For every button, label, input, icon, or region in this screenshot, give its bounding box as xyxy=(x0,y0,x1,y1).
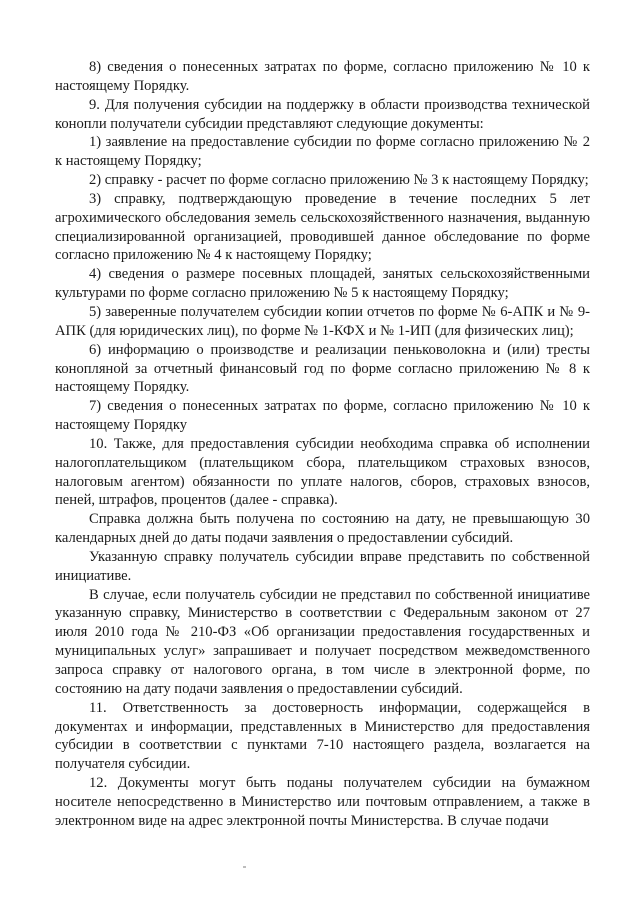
scan-speck xyxy=(243,866,246,868)
paragraph-certificate-date: Справка должна быть получена по состоянию на дату, не превышающую 30 календарных дней до даты подачи заявления о предоставлении субсидий. xyxy=(55,511,590,547)
document-body xyxy=(55,58,590,831)
paragraph-item-4-sowing-areas: 4) сведения о размере посевных площадей, занятых сельскохозяйственными культурами по форме согласно приложению № 5 к настоящему Порядку; xyxy=(55,266,590,302)
paragraph-item-5-reports: 5) заверенные получателем субсидии копии отчетов по форме № 6-АПК и № 9-АПК (для юридических лиц), по форме № 1-КФХ и № 1-ИП (для физических лиц); xyxy=(55,303,590,339)
paragraph-item-1-application: 1) заявление на предоставление субсидии по форме согласно приложению № 2 к настоящему Порядку; xyxy=(55,134,590,170)
paragraph-item-8-costs: 8) сведения о понесенных затратах по форме, согласно приложению № 10 к настоящему Порядку. xyxy=(55,59,590,94)
paragraph-clause-10: 10. Также, для предоставления субсидии необходима справка об исполнении налогоплательщиком (плательщиком сбора, плательщиком страховых взносов, налоговым агентом) обязанности по уплате налогов, сборов, страховых взносов, пеней, штрафов, процентов (далее - справка). xyxy=(55,435,590,509)
paragraph-item-6-production: 6) информацию о производстве и реализации пеньковолокна и (или) тресты конопляной за отчетный финансовый год по форме согласно приложению № 8 к настоящему Порядку. xyxy=(55,341,590,396)
paragraph-item-3-agrochemical: 3) справку, подтверждающую проведение в течение последних 5 лет агрохимического обследования земель сельскохозяйственного назначения, выданную специализированной организацией, проводившей данное обследование по форме согласно приложению № 4 к настоящему Порядку; xyxy=(55,190,590,264)
paragraph-clause-12: 12. Документы могут быть поданы получателем субсидии на бумажном носителе непосредственно в Министерство или почтовым отправлением, а также в электронном виде на адрес электронной почты Министерства. В случае подачи xyxy=(55,775,590,829)
paragraph-clause-9: 9. Для получения субсидии на поддержку в области производства технической конопли получатели субсидии представляют следующие документы: xyxy=(55,96,590,132)
paragraph-item-2-calculation: 2) справку - расчет по форме согласно приложению № 3 к настоящему Порядку; xyxy=(89,172,589,189)
paragraph-certificate-initiative: Указанную справку получатель субсидии вправе представить по собственной инициативе. xyxy=(55,548,590,584)
paragraph-item-7-costs: 7) сведения о понесенных затратах по форме, согласно приложению № 10 к настоящему Порядку xyxy=(55,398,590,434)
paragraph-interagency-request: В случае, если получатель субсидии не представил по собственной инициативе указанную справку, Министерство в соответствии с Федеральным законом от 27 июля 2010 года № 210-ФЗ «Об организации предоставления государственных и муниципальных услуг» запрашивает и получает посредством межведомственного запроса справку от налогового органа, в том числе в электронной форме, по состоянию на дату подачи заявления о предоставлении субсидий. xyxy=(55,586,590,697)
paragraph-clause-11: 11. Ответственность за достоверность информации, содержащейся в документах и информации, представленных в Министерство для предоставления субсидии в соответствии с пунктами 7-10 настоящего раздела, возлагается на получателя субсидии. xyxy=(55,699,590,773)
